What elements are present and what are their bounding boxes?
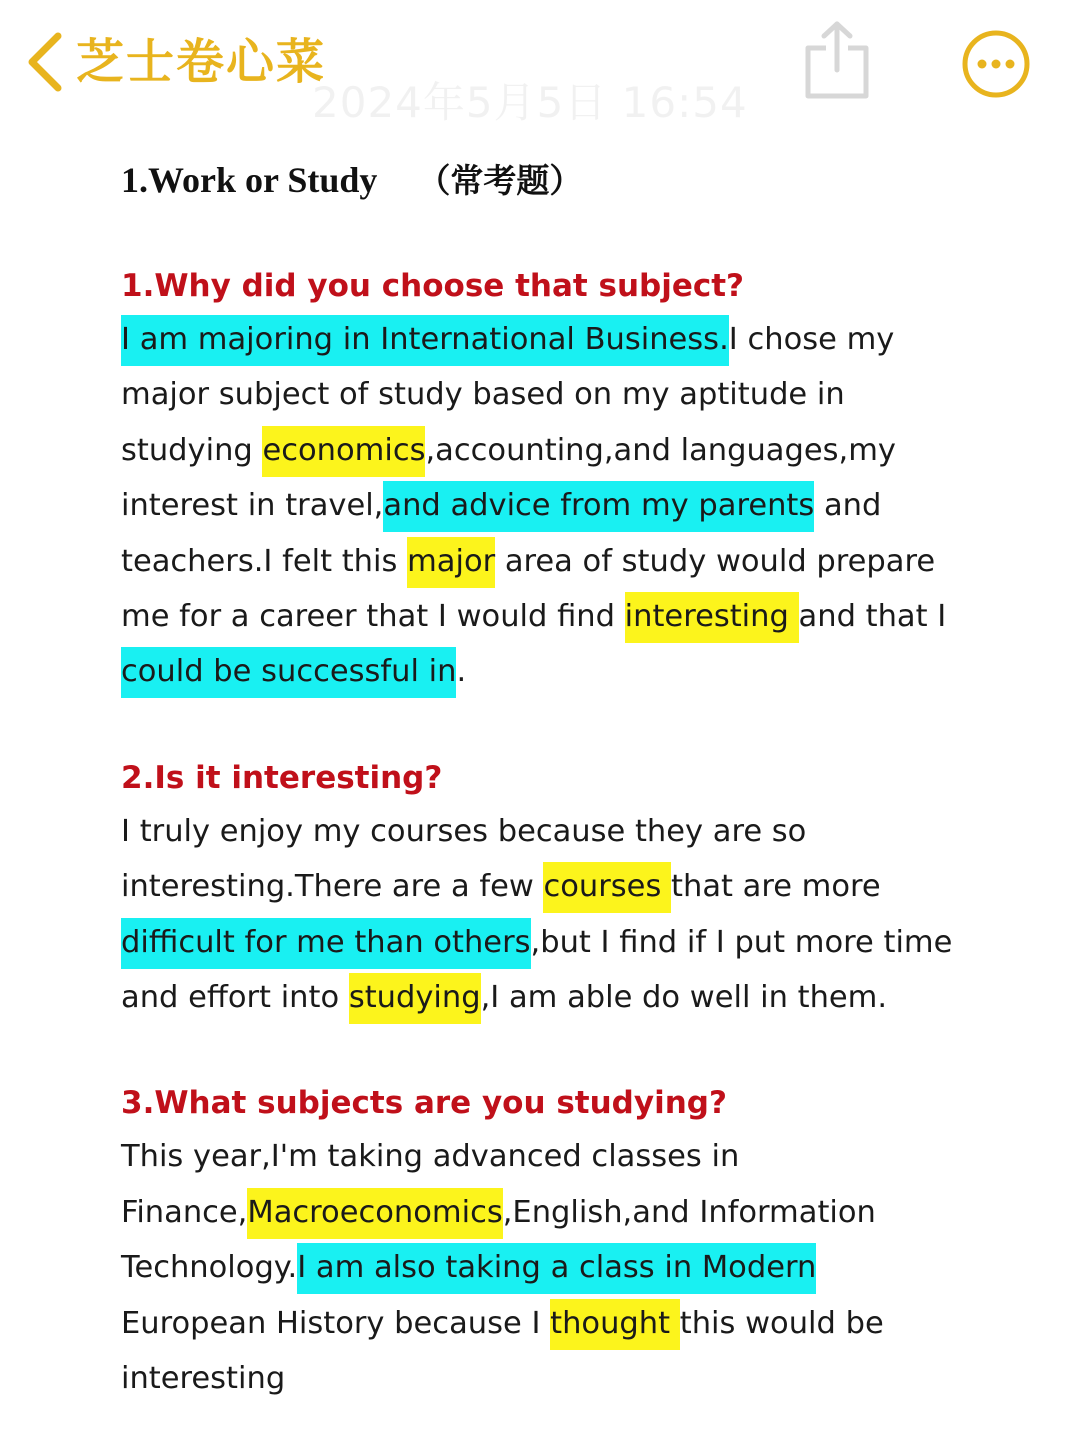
text-segment: ,accounting,and languages,my	[425, 432, 896, 468]
qa-section	[121, 1077, 1001, 1406]
answer-paragraph	[121, 312, 1001, 700]
answer-line	[121, 423, 1001, 478]
qa-section	[121, 752, 1001, 1026]
back-button[interactable]	[22, 28, 326, 96]
note-timestamp: 2024年5月5日 16:54	[312, 78, 748, 127]
answer-line	[121, 1240, 1001, 1295]
answer-line	[121, 915, 1001, 970]
share-icon[interactable]	[804, 20, 870, 100]
text-segment: European History because I	[121, 1305, 551, 1341]
highlight-cyan: could be successful in	[121, 647, 456, 698]
note-title-tag: （常考题）	[417, 161, 583, 200]
highlight-cyan: I am also taking a class in Modern	[297, 1243, 816, 1294]
highlight-yellow: economics	[262, 426, 425, 477]
text-segment: I chose my	[728, 322, 895, 357]
text-segment: and	[814, 488, 882, 524]
answer-paragraph	[121, 1129, 1001, 1406]
highlight-yellow: thought	[550, 1299, 680, 1350]
text-segment: this would be	[679, 1305, 884, 1341]
text-segment: and effort into	[121, 980, 349, 1016]
chevron-left-icon	[22, 28, 68, 96]
text-segment: and that I	[798, 599, 947, 635]
highlight-yellow: major	[407, 537, 495, 588]
text-segment: This year,I'm taking advanced classes in	[121, 1139, 740, 1175]
text-segment: that are more	[671, 869, 881, 905]
note-title	[121, 150, 1001, 210]
text-segment: me for a career that I would find	[121, 599, 625, 635]
back-label: 芝士卷心菜	[76, 34, 327, 90]
answer-line	[121, 804, 1001, 859]
text-segment: Technology.	[121, 1250, 298, 1286]
note-title-text: 1.Work or Study	[121, 160, 378, 200]
text-segment: Finance,	[121, 1194, 248, 1230]
text-segment: major subject of study based on my aptitude in	[121, 377, 845, 413]
text-segment: teachers.I felt this	[121, 543, 408, 579]
answer-line	[121, 589, 1001, 644]
answer-line	[121, 312, 1001, 367]
text-segment: .	[456, 654, 467, 690]
question-heading: 3.What subjects are you studying?	[121, 1085, 727, 1122]
answer-line	[121, 1351, 1001, 1406]
highlight-yellow: interesting	[625, 592, 799, 643]
answer-line	[121, 478, 1001, 533]
answer-line	[121, 644, 1001, 699]
highlight-yellow: courses	[543, 862, 671, 913]
answer-line	[121, 1296, 1001, 1351]
answer-paragraph	[121, 804, 1001, 1026]
question-heading: 2.Is it interesting?	[121, 759, 443, 796]
text-segment: studying	[121, 432, 263, 468]
text-segment: I truly enjoy my courses because they are so	[121, 813, 807, 849]
question-heading: 1.Why did you choose that subject?	[121, 268, 745, 304]
answer-line	[121, 859, 1001, 914]
text-segment: interesting.There are a few	[121, 869, 544, 905]
answer-line	[121, 367, 1001, 422]
text-segment: ,I am able do well in them.	[480, 980, 888, 1016]
answer-line	[121, 534, 1001, 589]
text-segment: ,English,and Information	[502, 1194, 876, 1230]
highlight-cyan: I am majoring in International Business.	[121, 315, 729, 366]
text-segment: interest in travel,	[121, 488, 384, 524]
answer-line	[121, 1185, 1001, 1240]
navigation-bar	[0, 0, 1080, 130]
answer-line	[121, 1129, 1001, 1184]
highlight-yellow: studying	[349, 973, 481, 1024]
qa-section	[121, 260, 1001, 700]
text-segment: area of study would prepare	[495, 543, 936, 579]
highlight-yellow: Macroeconomics	[247, 1188, 502, 1239]
qa-list	[121, 260, 1001, 1407]
text-segment: interesting	[121, 1361, 286, 1397]
answer-line	[121, 970, 1001, 1025]
text-segment: ,but I find if I put more time	[530, 924, 953, 960]
highlight-cyan: difficult for me than others	[121, 918, 531, 969]
more-icon[interactable]	[960, 28, 1032, 100]
highlight-cyan: and advice from my parents	[383, 481, 814, 532]
note-body[interactable]	[121, 150, 1001, 1407]
